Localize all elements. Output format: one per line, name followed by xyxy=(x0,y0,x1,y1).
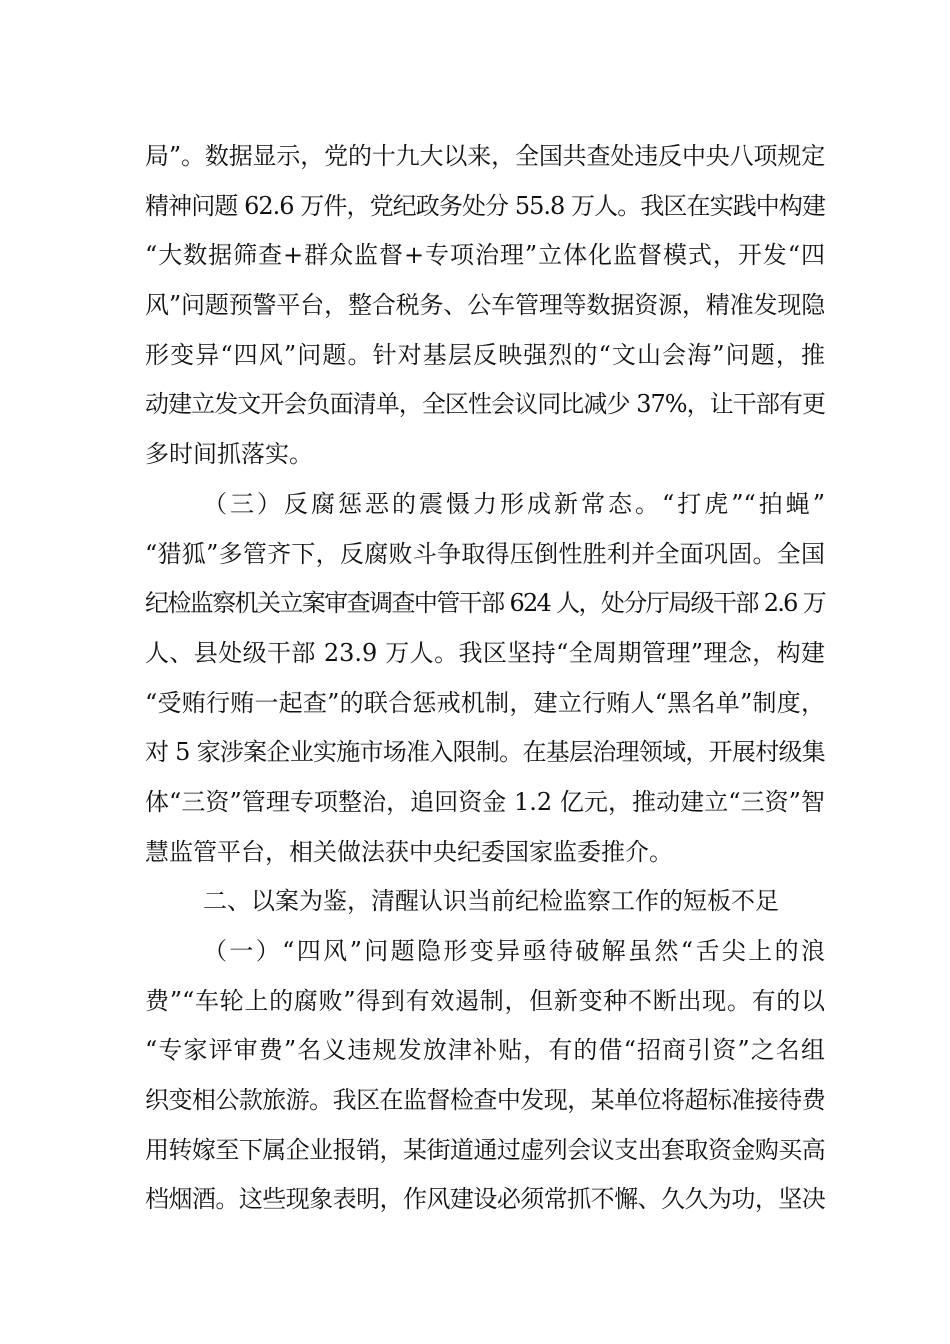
text-line: 多时间抓落实。 xyxy=(145,440,313,469)
section-heading-1: （一）“四风”问题隐形变异亟待破解虽然“舌尖上的浪 xyxy=(203,937,825,965)
text-line: 人、县处级干部 23.9 万人。我区坚持“全周期管理”理念，构建 xyxy=(145,638,825,667)
body-text xyxy=(145,132,825,1225)
text-line: “受贿行贿一起查”的联合惩戒机制，建立行贿人“黑名单”制度， xyxy=(145,688,825,717)
text-line: 用转嫁至下属企业报销，某街道通过虚列会议支出套取资金购买高 xyxy=(145,1135,825,1164)
section-heading-3: （三）反腐惩恶的震慑力形成新常态。“打虎”“拍蝇” xyxy=(203,489,825,518)
text-line: 纪检监察机关立案审查调查中管干部 624 人，处分厅局级干部 2.6 万 xyxy=(145,589,825,618)
text-line: 档烟酒。这些现象表明，作风建设必须常抓不懈、久久为功，坚决 xyxy=(145,1185,825,1214)
text-line: 动建立发文开会负面清单，全区性会议同比减少 37%，让干部有更 xyxy=(145,390,825,419)
text-line: 精神问题 62.6 万件，党纪政务处分 55.8 万人。我区在实践中构建 xyxy=(145,191,825,220)
text-line: 形变异“四风”问题。针对基层反映强烈的“文山会海”问题，推 xyxy=(145,340,825,369)
text-line: 对 5 家涉案企业实施市场准入限制。在基层治理领域，开展村级集 xyxy=(145,738,825,767)
text-line: 织变相公款旅游。我区在监督检查中发现，某单位将超标准接待费 xyxy=(145,1086,825,1115)
section-heading-2: 二、以案为鉴，清醒认识当前纪检监察工作的短板不足 xyxy=(203,887,779,916)
text-line: 费”“车轮上的腐败”得到有效遏制，但新变种不断出现。有的以 xyxy=(145,986,825,1015)
text-line: 局”。数据显示，党的十九大以来，全国共查处违反中央八项规定 xyxy=(145,142,825,170)
text-line: “大数据筛查+群众监督+专项治理”立体化监督模式，开发“四 xyxy=(145,241,825,270)
text-line: “专家评审费”名义违规发放津补贴，有的借“招商引资”之名组 xyxy=(145,1036,825,1065)
text-line: “猎狐”多管齐下，反腐败斗争取得压倒性胜利并全面巩固。全国 xyxy=(145,539,825,568)
text-line: 体“三资”管理专项整治，追回资金 1.2 亿元，推动建立“三资”智 xyxy=(145,787,825,816)
text-line: 风”问题预警平台，整合税务、公车管理等数据资源，精准发现隐 xyxy=(145,291,825,320)
text-line: 慧监管平台，相关做法获中央纪委国家监委推介。 xyxy=(145,837,673,866)
